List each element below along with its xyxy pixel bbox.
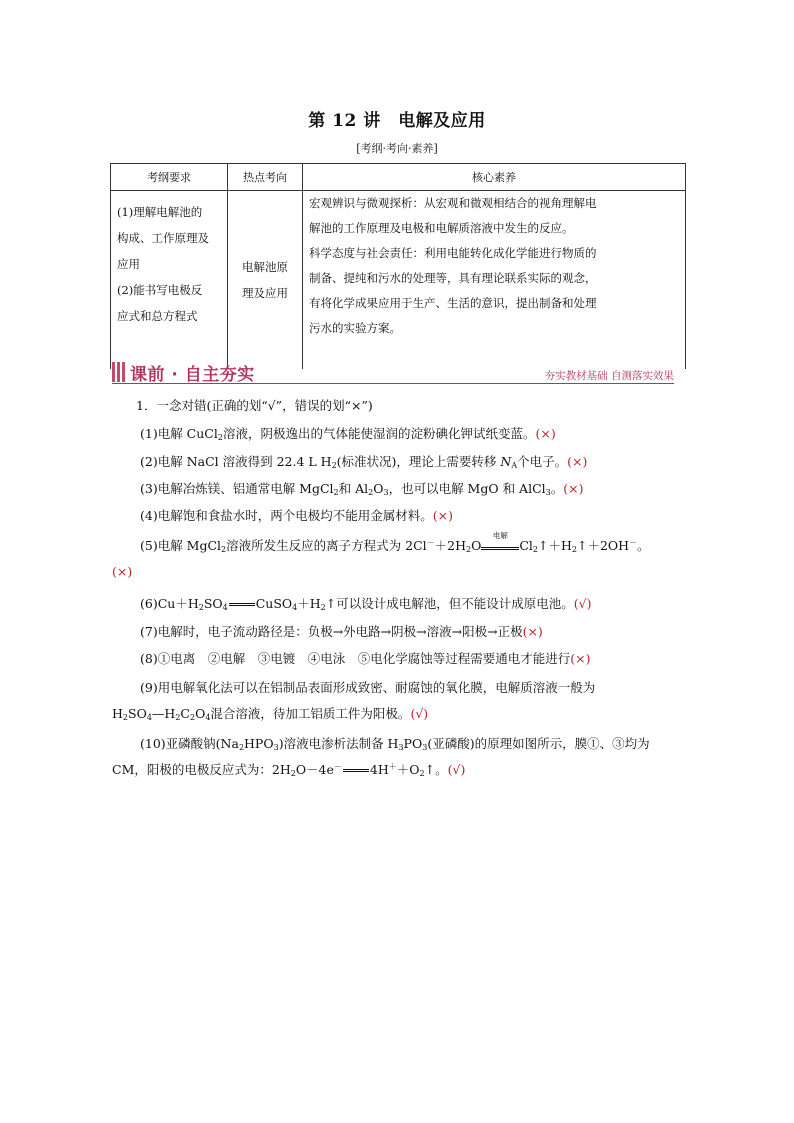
question-10-line-1: (10)亚磷酸钠$(Na_2HPO_3)$溶液电渗析法制备 $H_3PO_3$(亚磷酸)的原理如图所示，膜①、③均为	[140, 736, 650, 752]
electrolysis-arrow: 电解	[481, 540, 519, 550]
literacy-line: 有将化学成果应用于生产、生活的意识，提出制备和处理	[309, 296, 597, 310]
table-header-row	[111, 164, 686, 191]
question-7: (7)电解时，电子流动路径是：负极→外电路→阴极→溶液→阳极→正极(×)	[140, 624, 543, 639]
answer-mark: (√)	[410, 706, 429, 721]
answer-mark: (×)	[567, 454, 588, 469]
question-8: (8)①电离 ②电解 ③电镀 ④电泳 ⑤电化学腐蚀等过程需要通电才能进行(×)	[140, 651, 591, 666]
requirement-line: 应用	[117, 257, 140, 271]
requirement-line: (1)理解电解池的	[117, 205, 203, 219]
literacy-line: 宏观辨识与微观探析：从宏观和微观相结合的视角理解电	[309, 196, 597, 210]
hotspot-line: 理及应用	[242, 286, 288, 300]
question-9-line-2: $H_2SO_4—H_2C_2O_4$混合溶液，待加工铝质工件为阳极。(√)	[112, 706, 429, 722]
table-row	[111, 191, 686, 370]
question-5-mark	[112, 564, 132, 579]
answer-mark: (√)	[447, 762, 466, 777]
literacy-line: 科学态度与社会责任：利用电能转化成化学能进行物质的	[309, 246, 597, 260]
question-6: $(6)Cu+H_2SO_4$ $CuSO_4+H_2↑$可以设计成电解池，但不能设计成原电池。(√)	[140, 596, 592, 612]
answer-mark: (×)	[112, 564, 133, 579]
requirements-cell	[111, 191, 228, 370]
requirement-line: 构成、工作原理及	[117, 231, 209, 245]
answer-mark: (×)	[563, 481, 584, 496]
question-9-line-1: (9)用电解氧化法可以在铝制品表面形成致密、耐腐蚀的氧化膜，电解质溶液一般为	[140, 680, 596, 695]
page-subtitle: [考纲·考向·素养]	[356, 142, 438, 155]
header-requirements: 考纲要求	[111, 164, 228, 191]
question-2: (2)电解 NaCl 溶液得到 22.4 L $H_2$(标准状况)，理论上需要转移 $N_A$个电子。(×)	[140, 454, 588, 470]
requirement-line: 应式和总方程式	[117, 309, 198, 323]
section-tag: 夯实教材基础 自测落实效果	[544, 370, 674, 382]
outline-table	[110, 163, 686, 369]
hotspot-line: 电解池原	[242, 260, 288, 274]
exercise-intro: 1．一念对错(正确的划“√”，错误的划“×”)	[136, 398, 373, 413]
header-hotspot: 热点考向	[228, 164, 303, 191]
answer-mark: (×)	[432, 508, 453, 523]
header-literacy: 核心素养	[303, 164, 686, 191]
requirement-line: (2)能书写电极反	[117, 283, 203, 297]
literacy-line: 制备、提纯和污水的处理等，具有理论联系实际的观念，	[309, 271, 597, 285]
hotspot-cell	[228, 191, 303, 370]
section-banner	[112, 360, 674, 384]
literacy-line: 解池的工作原理及电极和电解质溶液中发生的反应。	[309, 221, 574, 235]
question-4: (4)电解饱和食盐水时，两个电极均不能用金属材料。(×)	[140, 508, 453, 523]
answer-mark: (×)	[570, 651, 591, 666]
answer-mark: (√)	[573, 596, 592, 611]
literacy-cell	[303, 191, 686, 370]
question-1: (1)电解 CuCl$_2$溶液，阴极逸出的气体能使湿润的淀粉碘化钾试纸变蓝。(×)	[140, 426, 556, 442]
question-5: (5)电解 MgCl$_2$溶液所发生反应的离子方程式为 $2Cl^-+2H_2O$ 电解 $Cl_2↑+H_2↑+2OH^-$。	[140, 531, 650, 554]
section-rule	[112, 383, 674, 384]
question-10-line-2: CM，阳极的电极反应式为：$2H_2O-4e^-$ $4H^++O_2↑$。(√)	[112, 762, 466, 778]
question-3: (3)电解冶炼镁、铝通常电解 MgCl$_2$和 $Al_2O_3$，也可以电解 MgO 和 AlCl$_3$。(×)	[140, 481, 584, 497]
answer-mark: (×)	[522, 624, 543, 639]
literacy-line: 污水的实验方案。	[309, 321, 401, 335]
section-heading: 课前 · 自主夯实	[130, 365, 255, 385]
page-title: 第 12 讲 电解及应用	[308, 111, 486, 131]
banner-stripes-icon	[112, 362, 126, 382]
answer-mark: (×)	[535, 426, 556, 441]
